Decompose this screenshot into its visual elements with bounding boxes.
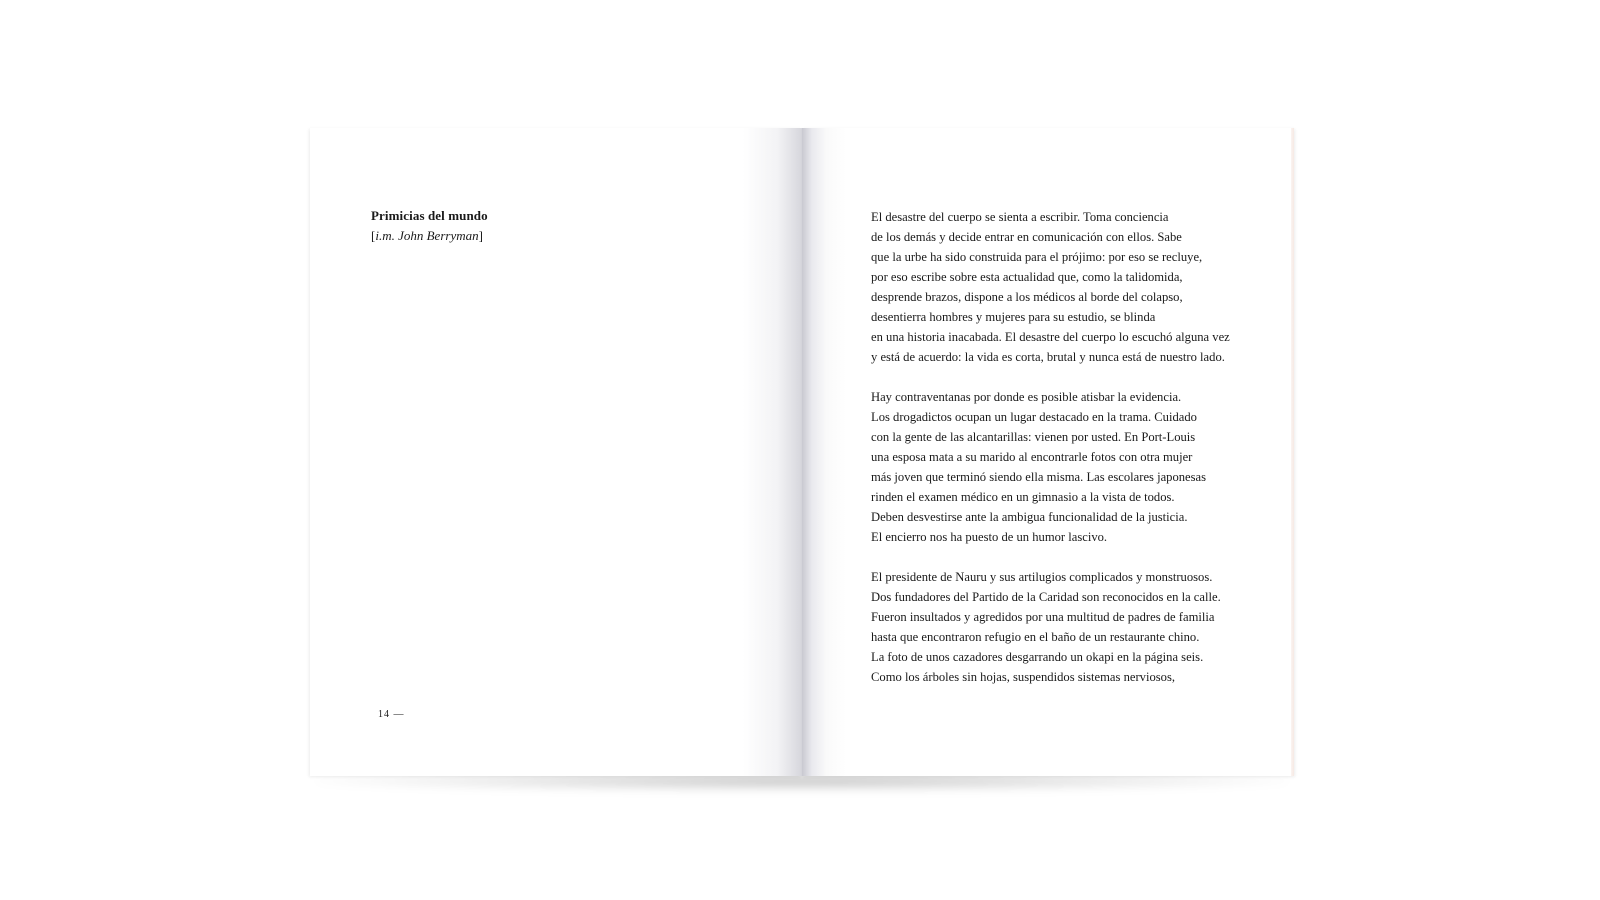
- page-edge: [1291, 128, 1294, 776]
- poem-line: Los drogadictos ocupan un lugar destacado en la trama. Cuidado: [871, 410, 1197, 424]
- right-page: [802, 128, 1294, 776]
- poem-line: El presidente de Nauru y sus artilugios complicados y monstruosos.: [871, 570, 1213, 584]
- dedication-open-bracket: [: [371, 228, 376, 243]
- page-number: 14 —: [378, 709, 405, 720]
- poem-line: Fueron insultados y agredidos por una multitud de padres de familia: [871, 610, 1215, 624]
- poem-line: Dos fundadores del Partido de la Caridad son reconocidos en la calle.: [871, 590, 1221, 604]
- poem-line: Hay contraventanas por donde es posible atisbar la evidencia.: [871, 390, 1182, 404]
- poem-line: rinden el examen médico en un gimnasio a la vista de todos.: [871, 490, 1175, 504]
- poem-body: [871, 207, 1271, 707]
- poem-line: desprende brazos, dispone a los médicos al borde del colapso,: [871, 290, 1183, 304]
- poem-line: una esposa mata a su marido al encontrarle fotos con otra mujer: [871, 450, 1193, 464]
- poem-line: Deben desvestirse ante la ambigua funcionalidad de la justicia.: [871, 510, 1188, 524]
- left-page: [310, 128, 802, 776]
- open-book-spread: [310, 128, 1294, 776]
- poem-line: El encierro nos ha puesto de un humor lascivo.: [871, 530, 1108, 544]
- poem-dedication: [371, 228, 483, 244]
- stanza-1: [871, 207, 1271, 367]
- poem-line: y está de acuerdo: la vida es corta, brutal y nunca está de nuestro lado.: [871, 350, 1225, 364]
- poem-line: con la gente de las alcantarillas: vienen por usted. En Port-Louis: [871, 430, 1196, 444]
- poem-line: desentierra hombres y mujeres para su estudio, se blinda: [871, 310, 1156, 324]
- stanza-2: [871, 387, 1271, 547]
- poem-line: por eso escribe sobre esta actualidad que, como la talidomida,: [871, 270, 1183, 284]
- poem-line: que la urbe ha sido construida para el prójimo: por eso se recluye,: [871, 250, 1203, 264]
- poem-line: más joven que terminó siendo ella misma. Las escolares japonesas: [871, 470, 1207, 484]
- poem-line: Como los árboles sin hojas, suspendidos sistemas nerviosos,: [871, 670, 1175, 684]
- poem-title: Primicias del mundo: [371, 208, 488, 223]
- poem-line: La foto de unos cazadores desgarrando un okapi en la página seis.: [871, 650, 1204, 664]
- dedication-close-bracket: ]: [478, 228, 483, 243]
- dedication-text: i.m. John Berryman: [375, 228, 479, 243]
- stanza-3: [871, 567, 1271, 687]
- poem-line: de los demás y decide entrar en comunicación con ellos. Sabe: [871, 230, 1182, 244]
- poem-line: hasta que encontraron refugio en el baño de un restaurante chino.: [871, 630, 1200, 644]
- poem-line: en una historia inacabada. El desastre del cuerpo lo escuchó alguna vez: [871, 330, 1230, 344]
- poem-line: El desastre del cuerpo se sienta a escribir. Toma conciencia: [871, 210, 1169, 224]
